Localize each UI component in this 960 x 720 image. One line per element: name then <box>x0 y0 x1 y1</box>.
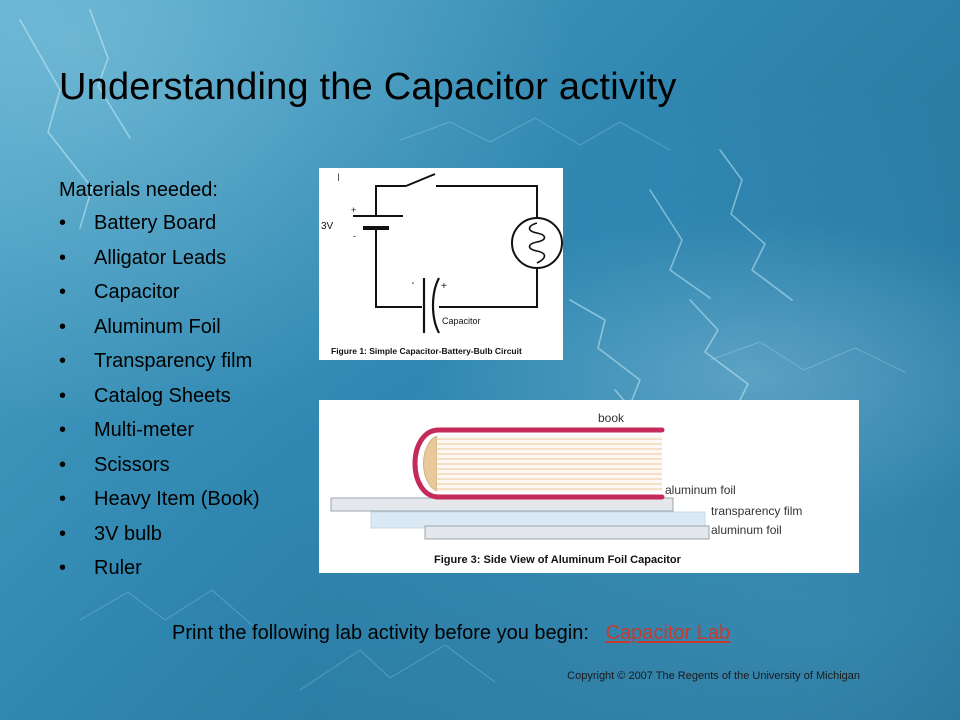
transparency-film-label: transparency film <box>711 504 803 518</box>
bulb-filament <box>530 223 545 263</box>
capacitor-minus-label: ' <box>412 281 414 292</box>
figure2-caption: Figure 3: Side View of Aluminum Foil Capacitor <box>434 554 681 566</box>
list-item: • Aluminum Foil <box>59 313 309 348</box>
list-item: • Multi-meter <box>59 416 309 451</box>
cursor-icon: I <box>337 172 341 184</box>
battery-minus-label: - <box>353 231 356 241</box>
wire-top-left <box>376 186 406 216</box>
aluminum-foil-top <box>331 498 673 511</box>
wire-top-right <box>436 186 537 218</box>
copyright-notice: Copyright © 2007 The Regents of the University of Michigan <box>567 670 860 682</box>
capacitor-label: Capacitor <box>442 316 481 326</box>
list-item: • Catalog Sheets <box>59 382 309 417</box>
capacitor-plate-right <box>433 278 439 333</box>
list-item: • Alligator Leads <box>59 244 309 279</box>
wire-right-bottom <box>439 268 537 307</box>
bulb-icon <box>512 218 562 268</box>
book-spine <box>424 436 438 491</box>
list-item: • 3V bulb <box>59 520 309 555</box>
voltage-label: 3V <box>321 221 334 232</box>
switch-blade <box>406 174 435 186</box>
book-label: book <box>598 411 625 425</box>
aluminum-foil-top-label: aluminum foil <box>665 483 736 497</box>
circuit-diagram <box>319 168 563 360</box>
print-instruction-text: Print the following lab activity before you begin: <box>172 622 589 644</box>
capacitor-side-view-figure <box>319 400 859 573</box>
circuit-figure <box>319 168 563 360</box>
figure1-caption: Figure 1: Simple Capacitor-Battery-Bulb Circuit <box>331 346 522 356</box>
materials-section <box>59 176 309 589</box>
list-item: • Battery Board <box>59 209 309 244</box>
capacitor-lab-link[interactable]: Capacitor Lab <box>605 622 731 644</box>
list-item: • Scissors <box>59 451 309 486</box>
print-instruction <box>172 622 730 645</box>
capacitor-plus-label: + <box>441 281 447 292</box>
wire-left-bottom <box>376 228 422 307</box>
battery-plus-label: + <box>351 205 357 215</box>
aluminum-foil-bottom <box>425 526 709 539</box>
capacitor-side-view-diagram <box>319 400 859 573</box>
page-title: Understanding the Capacitor activity <box>59 66 677 108</box>
list-item: • Capacitor <box>59 278 309 313</box>
materials-heading: Materials needed: <box>59 179 218 201</box>
list-item: • Heavy Item (Book) <box>59 485 309 520</box>
aluminum-foil-bottom-label: aluminum foil <box>711 523 782 537</box>
materials-list <box>59 209 309 589</box>
list-item: • Ruler <box>59 554 309 589</box>
list-item: • Transparency film <box>59 347 309 382</box>
